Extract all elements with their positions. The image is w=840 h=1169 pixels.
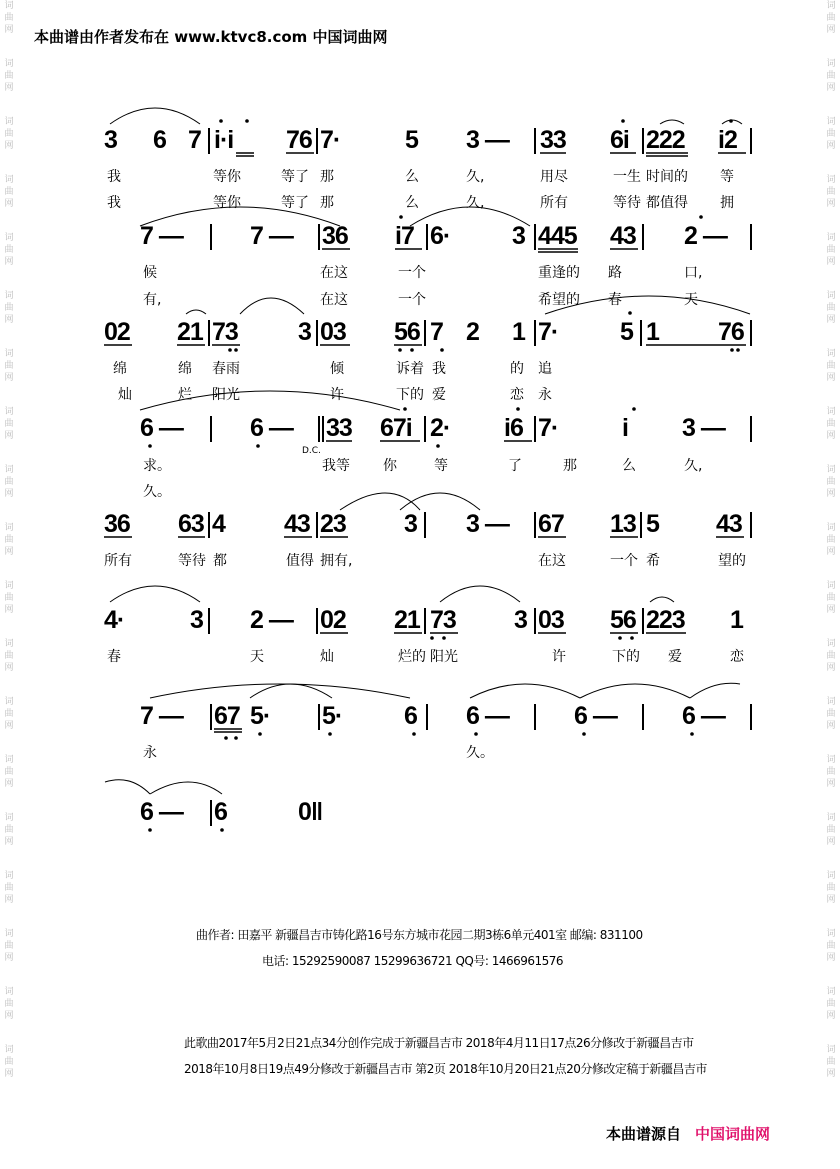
lyric: 等了 <box>281 195 309 211</box>
note: 21 <box>177 318 203 346</box>
lyric: 灿 <box>118 387 132 403</box>
lyric: 天 <box>684 292 698 308</box>
note: 5 <box>646 510 659 538</box>
lyric: 烂 <box>178 387 192 403</box>
watermark-char: 词 <box>4 349 14 359</box>
watermark-char: 词 <box>826 639 836 649</box>
lyric: 下的 <box>396 387 424 403</box>
lyric: 拥有, <box>320 553 353 569</box>
watermark-char: 词 <box>826 813 836 823</box>
note: i6 <box>504 414 523 442</box>
lyric: 希 <box>646 553 660 569</box>
note: 2· <box>430 414 451 442</box>
lyric: 么 <box>405 169 419 185</box>
watermark-char: 词 <box>4 581 14 591</box>
lyric: 所有 <box>540 195 568 211</box>
note: 76 <box>286 126 312 154</box>
watermark-char: 词 <box>826 871 836 881</box>
slur <box>250 684 332 698</box>
watermark-char: 曲 <box>826 303 836 313</box>
watermark-char: 网 <box>826 837 836 847</box>
watermark-char: 网 <box>826 953 836 963</box>
slur <box>150 684 410 698</box>
lyric: 等了 <box>281 169 309 185</box>
note: 56 <box>610 606 636 634</box>
note: i·i <box>214 126 234 154</box>
lyric: 下的 <box>612 649 640 665</box>
lyric: 我 <box>107 195 121 211</box>
note: i7 <box>395 222 414 250</box>
lyric: 么 <box>622 458 636 474</box>
note: 445 <box>538 222 577 250</box>
lyric: 拥 <box>720 195 734 211</box>
note: 223 <box>646 606 685 634</box>
lyric: 等 <box>720 169 734 185</box>
watermark-char: 曲 <box>826 941 836 951</box>
watermark-char: 曲 <box>4 883 14 893</box>
watermark-char: 词 <box>826 523 836 533</box>
watermark-char: 网 <box>826 199 836 209</box>
lyric: 在这 <box>320 265 348 281</box>
note: 7 <box>430 318 443 346</box>
note: 6 — <box>466 702 509 730</box>
lyric: 倾 <box>330 361 344 377</box>
note: 3 — <box>466 126 509 154</box>
watermark-char: 词 <box>4 175 14 185</box>
watermark-char: 网 <box>826 257 836 267</box>
lyric: 一生 <box>613 169 641 185</box>
lyric: 你 <box>383 458 397 474</box>
watermark-char: 词 <box>826 407 836 417</box>
watermark-char: 词 <box>4 697 14 707</box>
slur <box>690 683 740 698</box>
watermark-char: 网 <box>4 199 14 209</box>
note: 6· <box>430 222 451 250</box>
watermark-char: 曲 <box>4 1057 14 1067</box>
slur <box>150 782 222 794</box>
watermark-char: 网 <box>4 605 14 615</box>
lyric: 了 <box>508 458 522 474</box>
note: 43 <box>284 510 310 538</box>
watermark-char: 词 <box>826 291 836 301</box>
watermark-char: 词 <box>4 755 14 765</box>
lyric: 求。 <box>143 458 171 474</box>
watermark-char: 网 <box>826 605 836 615</box>
note: 36 <box>322 222 348 250</box>
note: 6 <box>214 798 227 826</box>
lyric: 口, <box>684 265 703 281</box>
lyric: 许 <box>330 387 344 403</box>
note: 5 <box>405 126 418 154</box>
watermark-char: 网 <box>4 779 14 789</box>
watermark-char: 网 <box>826 663 836 673</box>
watermark-char: 网 <box>826 1069 836 1079</box>
lyric: 天 <box>250 649 264 665</box>
watermark-char: 曲 <box>826 651 836 661</box>
note: 36 <box>104 510 130 538</box>
note: i2 <box>718 126 737 154</box>
watermark-char: 曲 <box>4 477 14 487</box>
lyric: 诉着 <box>396 361 424 377</box>
lyric: 有, <box>143 292 162 308</box>
watermark-char: 网 <box>826 315 836 325</box>
watermark-char: 网 <box>4 141 14 151</box>
page-header: 本曲谱由作者发布在 www.ktvc8.com 中国词曲网 <box>34 28 388 46</box>
lyric: 路 <box>608 265 622 281</box>
lyric: 一个 <box>398 265 426 281</box>
tie <box>186 310 206 314</box>
watermark-char: 网 <box>4 489 14 499</box>
note: 4· <box>104 606 125 634</box>
watermark-char: 曲 <box>4 71 14 81</box>
lyric: 春 <box>608 292 622 308</box>
watermark-char: 曲 <box>826 825 836 835</box>
note: 33 <box>326 414 352 442</box>
note: 7 — <box>140 702 183 730</box>
note: 5· <box>250 702 271 730</box>
slur <box>470 684 580 698</box>
note: 7· <box>320 126 341 154</box>
watermark-char: 曲 <box>826 129 836 139</box>
lyric: 一个 <box>398 292 426 308</box>
lyric: 爱 <box>668 649 682 665</box>
watermark-char: 曲 <box>4 593 14 603</box>
note: 43 <box>716 510 742 538</box>
lyric: 阳光 <box>430 649 458 665</box>
watermark-char: 曲 <box>4 245 14 255</box>
lyric: 所有 <box>104 553 132 569</box>
watermark-char: 词 <box>4 1045 14 1055</box>
watermark-char: 曲 <box>826 767 836 777</box>
watermark-char: 网 <box>826 25 836 35</box>
source-label: 本曲谱源自 <box>606 1125 682 1143</box>
note: 23 <box>320 510 346 538</box>
watermark-char: 网 <box>4 895 14 905</box>
note: 7· <box>538 318 559 346</box>
lyric: 久。 <box>466 745 494 761</box>
watermark-char: 词 <box>826 1045 836 1055</box>
note: 7 — <box>250 222 293 250</box>
watermark-char: 曲 <box>826 1057 836 1067</box>
lyric: 希望的 <box>538 292 580 308</box>
note: 03 <box>320 318 346 346</box>
watermark-char: 网 <box>826 779 836 789</box>
watermark-char: 曲 <box>4 767 14 777</box>
lyric: 那 <box>320 169 334 185</box>
lyric: 么 <box>405 195 419 211</box>
source-credit <box>606 1123 770 1144</box>
watermark-char: 词 <box>826 581 836 591</box>
note: 33 <box>540 126 566 154</box>
watermark-char: 曲 <box>826 999 836 1009</box>
history-line-2: 2018年10月8日19点49分修改于新疆昌吉市 第2页 2018年10月20日21点20分修改定稿于新疆昌吉市 <box>184 1062 707 1076</box>
watermark-char: 曲 <box>4 651 14 661</box>
watermark-char: 曲 <box>4 13 14 23</box>
watermark-char: 网 <box>826 895 836 905</box>
lyric: 恋 <box>510 387 524 403</box>
lyric: 追 <box>538 361 552 377</box>
note: 6 — <box>140 798 183 826</box>
watermark-char: 词 <box>4 987 14 997</box>
note: 6 — <box>682 702 725 730</box>
slur <box>545 296 750 314</box>
note: 1 <box>646 318 659 346</box>
watermark-char: 词 <box>826 349 836 359</box>
note: 3 — <box>682 414 725 442</box>
lyric: 等你 <box>213 195 241 211</box>
watermark-char: 网 <box>826 547 836 557</box>
watermark-char: 网 <box>4 721 14 731</box>
lyric: 绵 <box>113 361 127 377</box>
watermark-char: 网 <box>826 721 836 731</box>
note: 3 — <box>466 510 509 538</box>
note: 76 <box>718 318 744 346</box>
note: 2 — <box>684 222 727 250</box>
tie <box>650 597 674 602</box>
watermark-char: 词 <box>4 59 14 69</box>
note: 5 <box>620 318 633 346</box>
lyric: 等待 <box>178 553 206 569</box>
lyric: 用尽 <box>540 169 568 185</box>
watermark-char: 词 <box>4 639 14 649</box>
watermark-char: 词 <box>826 987 836 997</box>
slur <box>340 493 420 510</box>
watermark-char: 词 <box>826 755 836 765</box>
lyric: 许 <box>552 649 566 665</box>
note: 56 <box>394 318 420 346</box>
note: 4 <box>212 510 225 538</box>
lyric: 时间的 <box>646 169 688 185</box>
note: 7· <box>538 414 559 442</box>
lyric: 等待 <box>613 195 641 211</box>
watermark-char: 词 <box>4 813 14 823</box>
lyric: 那 <box>320 195 334 211</box>
note: 6 — <box>574 702 617 730</box>
note: 3 <box>298 318 311 346</box>
lyric: 都 <box>213 553 227 569</box>
watermark-char: 网 <box>4 257 14 267</box>
note: 1 <box>730 606 743 634</box>
watermark-char: 词 <box>826 233 836 243</box>
note: 3 <box>104 126 117 154</box>
watermark-char: 曲 <box>4 361 14 371</box>
lyric: 爱 <box>432 387 446 403</box>
lyric: 值得 <box>286 553 314 569</box>
note: 2 — <box>250 606 293 634</box>
lyric: 阳光 <box>212 387 240 403</box>
watermark-char: 词 <box>826 697 836 707</box>
note: 21 <box>394 606 420 634</box>
watermark-char: 词 <box>4 407 14 417</box>
lyric: 烂的 <box>398 649 426 665</box>
lyric: 的 <box>510 361 524 377</box>
note: 2 <box>466 318 479 346</box>
watermark-char: 曲 <box>826 187 836 197</box>
lyric: 我等 <box>322 458 350 474</box>
slur <box>140 207 340 226</box>
watermark-char: 曲 <box>4 535 14 545</box>
watermark-char: 词 <box>4 291 14 301</box>
note: 3 <box>512 222 525 250</box>
note: 02 <box>320 606 346 634</box>
watermark-char: 词 <box>4 117 14 127</box>
lyric: 久。 <box>143 484 171 500</box>
watermark-char: 曲 <box>4 129 14 139</box>
slur <box>440 586 520 602</box>
dc-marking: D.C. <box>302 446 321 456</box>
note: 67 <box>538 510 564 538</box>
lyric: 在这 <box>538 553 566 569</box>
watermark-char: 网 <box>4 1069 14 1079</box>
watermark-char: 网 <box>826 489 836 499</box>
watermark-char: 曲 <box>4 709 14 719</box>
watermark-char: 曲 <box>826 883 836 893</box>
watermark-char: 词 <box>4 1 14 11</box>
watermark-char: 曲 <box>826 535 836 545</box>
author-info: 曲作者: 田嘉平 新疆昌吉市铸化路16号东方城市花园二期3栋6单元401室 邮编: 831100 <box>196 928 643 942</box>
slur <box>110 108 200 124</box>
note: 6 — <box>140 414 183 442</box>
watermark-char: 词 <box>4 871 14 881</box>
slur <box>410 207 530 226</box>
slur <box>140 391 400 410</box>
contact-info: 电话: 15292590087 15299636721 QQ号: 1466961576 <box>262 954 564 968</box>
note: 1 <box>512 318 525 346</box>
lyric: 在这 <box>320 292 348 308</box>
lyric: 久, <box>684 458 703 474</box>
watermark-char: 网 <box>4 25 14 35</box>
watermark-char: 网 <box>4 83 14 93</box>
slur <box>240 298 304 314</box>
slur <box>105 780 150 794</box>
watermark-char: 词 <box>4 465 14 475</box>
watermark-char: 网 <box>826 431 836 441</box>
lyric: 久, <box>466 195 485 211</box>
watermark-char: 曲 <box>826 13 836 23</box>
watermark-char: 曲 <box>4 187 14 197</box>
watermark-char: 词 <box>826 1 836 11</box>
watermark-char: 曲 <box>826 419 836 429</box>
lyric: 灿 <box>320 649 334 665</box>
lyric: 春 <box>107 649 121 665</box>
watermark-char: 网 <box>826 141 836 151</box>
watermark-char: 词 <box>4 233 14 243</box>
tie <box>660 120 684 124</box>
note: 0‖ <box>298 798 323 826</box>
watermark-char: 网 <box>4 373 14 383</box>
slur <box>580 684 690 698</box>
note: 67i <box>380 414 412 442</box>
note: 6 <box>153 126 166 154</box>
note: 7 — <box>140 222 183 250</box>
note: 3 <box>404 510 417 538</box>
watermark-char: 曲 <box>826 477 836 487</box>
note: 6 — <box>250 414 293 442</box>
note: 02 <box>104 318 130 346</box>
note: 03 <box>538 606 564 634</box>
lyric: 永 <box>538 387 552 403</box>
note: 3 <box>190 606 203 634</box>
watermark-char: 网 <box>4 663 14 673</box>
watermark-char: 网 <box>826 373 836 383</box>
lyric: 那 <box>563 458 577 474</box>
watermark-char: 词 <box>826 59 836 69</box>
watermark-char: 网 <box>4 837 14 847</box>
lyric: 绵 <box>178 361 192 377</box>
watermark-char: 词 <box>826 117 836 127</box>
lyric: 恋 <box>730 649 744 665</box>
watermark-char: 曲 <box>4 825 14 835</box>
watermark-char: 词 <box>4 523 14 533</box>
lyric: 望的 <box>718 553 746 569</box>
note: 3 <box>514 606 527 634</box>
note: 63 <box>178 510 204 538</box>
note: 6 <box>404 702 417 730</box>
lyric: 我 <box>432 361 446 377</box>
watermark-char: 曲 <box>826 593 836 603</box>
lyric: 我 <box>107 169 121 185</box>
note: 5· <box>322 702 343 730</box>
watermark-char: 网 <box>4 315 14 325</box>
slur <box>110 586 200 602</box>
note: 6i <box>610 126 629 154</box>
lyric: 永 <box>143 745 157 761</box>
watermark-char: 曲 <box>826 709 836 719</box>
watermark-char: 曲 <box>826 361 836 371</box>
watermark-char: 词 <box>826 175 836 185</box>
note: 222 <box>646 126 685 154</box>
slur <box>400 493 480 510</box>
watermark-char: 网 <box>826 83 836 93</box>
watermark-char: 词 <box>4 929 14 939</box>
watermark-char: 网 <box>4 431 14 441</box>
watermark-char: 网 <box>4 953 14 963</box>
note: 43 <box>610 222 636 250</box>
watermark-char: 曲 <box>4 941 14 951</box>
lyric: 候 <box>143 265 157 281</box>
note: 13 <box>610 510 636 538</box>
watermark-char: 曲 <box>4 419 14 429</box>
watermark-char: 网 <box>4 1011 14 1021</box>
lyric: 等你 <box>213 169 241 185</box>
history-line-1: 此歌曲2017年5月2日21点34分创作完成于新疆昌吉市 2018年4月11日17点26分修改于新疆昌吉市 <box>184 1036 694 1050</box>
watermark-char: 词 <box>826 465 836 475</box>
lyric: 一个 <box>610 553 638 569</box>
lyric: 重逢的 <box>538 265 580 281</box>
watermark-char: 网 <box>826 1011 836 1021</box>
watermark-char: 曲 <box>4 999 14 1009</box>
watermark-char: 曲 <box>826 245 836 255</box>
note: i <box>622 414 628 442</box>
lyric: 久, <box>466 169 485 185</box>
source-site-link[interactable]: 中国词曲网 <box>695 1125 771 1143</box>
note: 7 <box>188 126 201 154</box>
note: 73 <box>212 318 238 346</box>
lyric: 等 <box>434 458 448 474</box>
watermark-char: 曲 <box>826 71 836 81</box>
watermark-char: 词 <box>826 929 836 939</box>
lyric: 春雨 <box>212 361 240 377</box>
watermark-char: 网 <box>4 547 14 557</box>
note: 67 <box>214 702 240 730</box>
watermark-char: 曲 <box>4 303 14 313</box>
note: 73 <box>430 606 456 634</box>
lyric: 都值得 <box>646 195 688 211</box>
